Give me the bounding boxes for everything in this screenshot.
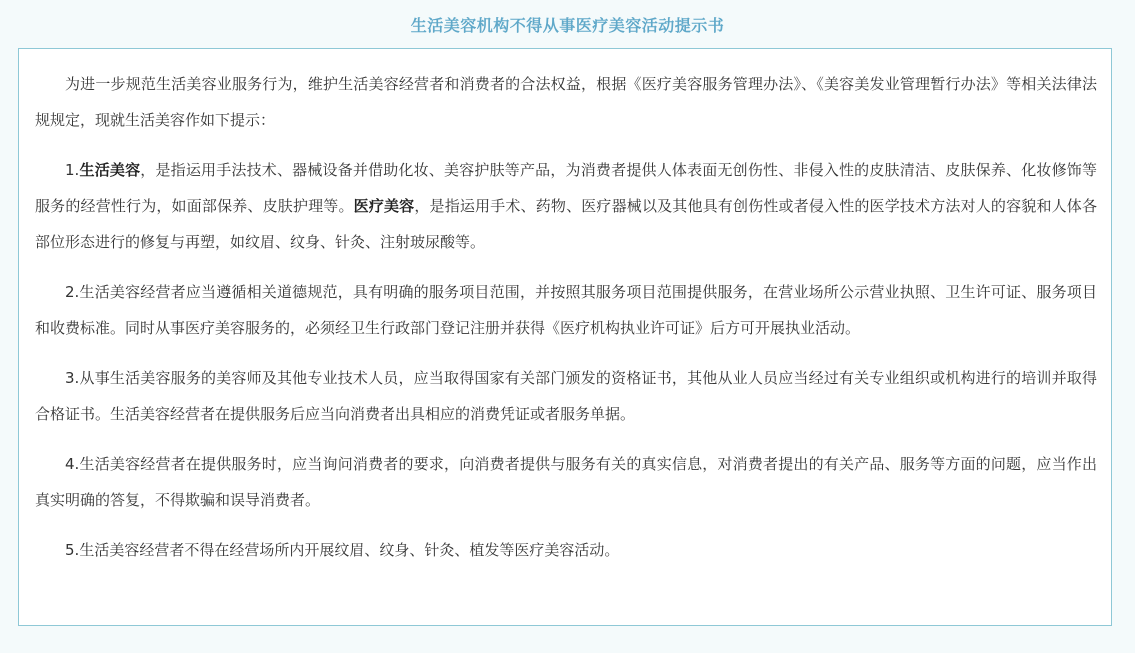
item-3-number: 3. xyxy=(65,369,80,387)
item-5-text: 生活美容经营者不得在经营场所内开展纹眉、纹身、针灸、植发等医疗美容活动。 xyxy=(79,541,620,559)
item-2-text: 生活美容经营者应当遵循相关道德规范，具有明确的服务项目范围，并按照其服务项目范围提供服务，在营业场所公示营业执照、卫生许可证、服务项目和收费标准。同时从事医疗美容服务的，必须经卫生行政部门登记注册并获得《医疗机构执业许可证》后方可开展执业活动。 xyxy=(35,283,1097,337)
item-1-number: 1. xyxy=(65,161,80,179)
item-3-paragraph xyxy=(35,360,1097,432)
term-medical-beauty: 医疗美容 xyxy=(353,197,415,215)
item-4-text: 生活美容经营者在提供服务时，应当询问消费者的要求，向消费者提供与服务有关的真实信息，对消费者提出的有关产品、服务等方面的问题，应当作出真实明确的答复，不得欺骗和误导消费者。 xyxy=(35,455,1097,509)
item-1-paragraph xyxy=(35,152,1097,260)
term-life-beauty: 生活美容 xyxy=(79,161,141,179)
intro-paragraph: 为进一步规范生活美容业服务行为，维护生活美容经营者和消费者的合法权益，根据《医疗美容服务管理办法》、《美容美发业管理暂行办法》等相关法律法规规定，现就生活美容作如下提示： xyxy=(35,75,1097,129)
item-1-text-a: ，是指运用手法技术、器械设备并借助化妆、美容护肤等产品，为消费者提供人体表面无创伤性、非侵入性的皮肤清洁、皮肤保养、化妆修饰等服务的经营性行为，如面部保养、皮肤护理等。 xyxy=(35,161,1097,215)
notice-box xyxy=(18,48,1112,626)
item-3-text: 从事生活美容服务的美容师及其他专业技术人员，应当取得国家有关部门颁发的资格证书，其他从业人员应当经过有关专业组织或机构进行的培训并取得合格证书。生活美容经营者在提供服务后应当向消费者出具相应的消费凭证或者服务单据。 xyxy=(35,369,1097,423)
item-4-paragraph xyxy=(35,446,1097,518)
item-4-number: 4. xyxy=(65,455,80,473)
item-5-paragraph xyxy=(35,532,1097,568)
item-2-paragraph xyxy=(35,274,1097,346)
item-5-number: 5. xyxy=(65,541,80,559)
item-2-number: 2. xyxy=(65,283,80,301)
item-1-text-b: ，是指运用手术、药物、医疗器械以及其他具有创伤性或者侵入性的医学技术方法对人的容貌和人体各部位形态进行的修复与再塑，如纹眉、纹身、针灸、注射玻尿酸等。 xyxy=(35,197,1097,251)
page-title: 生活美容机构不得从事医疗美容活动提示书 xyxy=(410,16,725,35)
